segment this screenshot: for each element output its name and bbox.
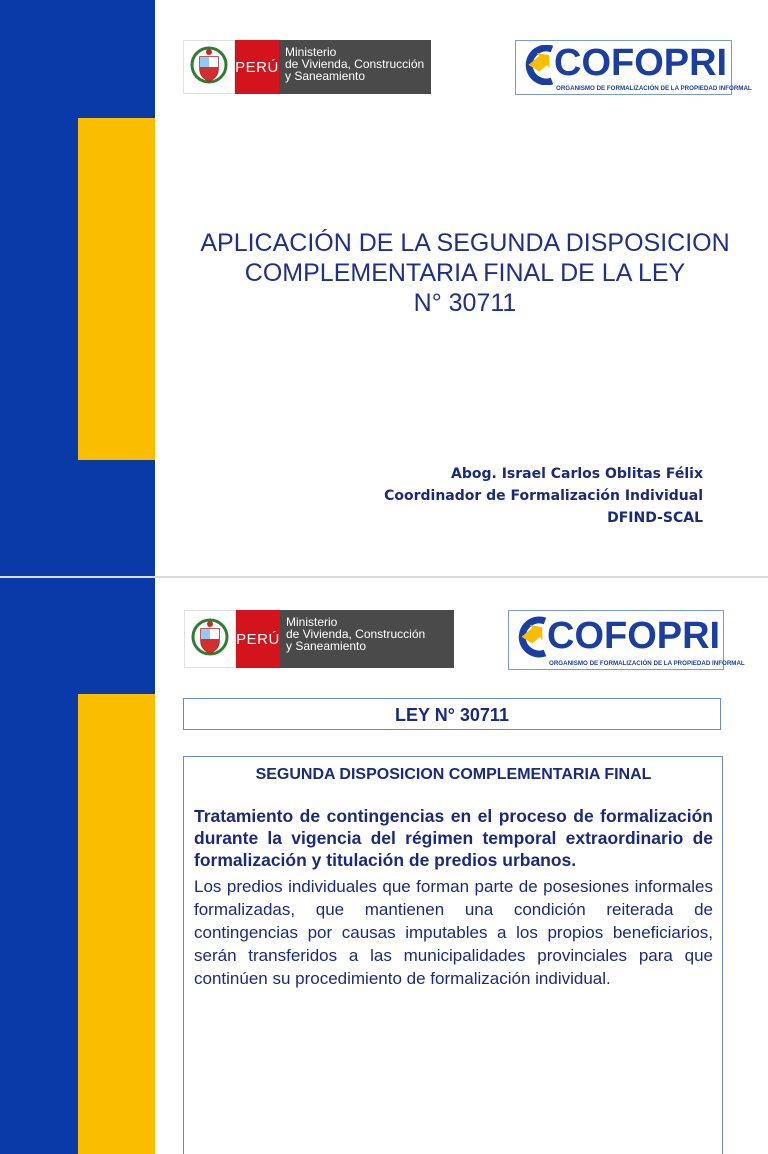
law-content-box (183, 756, 723, 1154)
title-line1: APLICACIÓN DE LA SEGUNDA DISPOSICION (200, 229, 730, 257)
author-name: Abog. Israel Carlos Oblitas Félix (451, 466, 703, 482)
cofopri-logo (508, 610, 745, 670)
yellow-side-bar (78, 694, 155, 1154)
ministry-logo (184, 610, 454, 668)
ministry-line3: y Saneamiento (286, 639, 367, 653)
ministry-line3: y Saneamiento (285, 69, 366, 83)
yellow-side-bar (78, 118, 155, 460)
cofopri-subtitle: ORGANISMO DE FORMALIZACIÓN DE LA PROPIEDAD INFORMAL (556, 85, 752, 92)
peru-coat-of-arms-icon (184, 610, 236, 668)
ministry-name (279, 40, 431, 94)
peru-coat-of-arms-icon (183, 40, 235, 94)
section-heading: SEGUNDA DISPOSICION COMPLEMENTARIA FINAL (255, 766, 652, 783)
peru-label: PERÚ (236, 610, 280, 668)
slide-title (0, 0, 768, 576)
title-line2: COMPLEMENTARIA FINAL DE LA LEY (244, 259, 686, 287)
author-unit: DFIND-SCAL (607, 510, 703, 526)
author-block (384, 463, 703, 529)
cofopri-logo (515, 40, 752, 95)
cofopri-arrow-icon (513, 615, 547, 659)
ministry-line1: Ministerio (285, 45, 337, 59)
title-line3: N° 30711 (413, 289, 517, 317)
ministry-logo (183, 40, 431, 94)
ministry-line2: de Vivienda, Construcción (285, 57, 425, 71)
ministry-line1: Ministerio (286, 615, 338, 629)
peru-label: PERÚ (235, 40, 279, 94)
law-title-box: LEY N° 30711 (183, 698, 721, 730)
slide-law (0, 578, 768, 1154)
author-role: Coordinador de Formalización Individual (384, 488, 703, 504)
cofopri-subtitle: ORGANISMO DE FORMALIZACIÓN DE LA PROPIEDAD INFORMAL (549, 660, 745, 667)
ministry-name (280, 610, 454, 668)
section-body: Los predios individuales que forman parte de posesiones informales formalizadas, que mantienen una condición reiterada de contingencias por causas imputables a los propios beneficiarios, serán transferidos a las municipalidades provinciales para que continúen su procedimiento de formalización individual. (194, 877, 713, 988)
presentation-title (190, 228, 740, 318)
cofopri-name: COFOPRI (554, 42, 728, 84)
cofopri-arrow-icon (520, 45, 554, 85)
cofopri-name: COFOPRI (547, 615, 721, 657)
ministry-line2: de Vivienda, Construcción (286, 627, 426, 641)
section-subheading: Tratamiento de contingencias en el proceso de formalización durante la vigencia del régimen temporal extraordinario de formalización y titulación de predios urbanos. (194, 806, 713, 870)
